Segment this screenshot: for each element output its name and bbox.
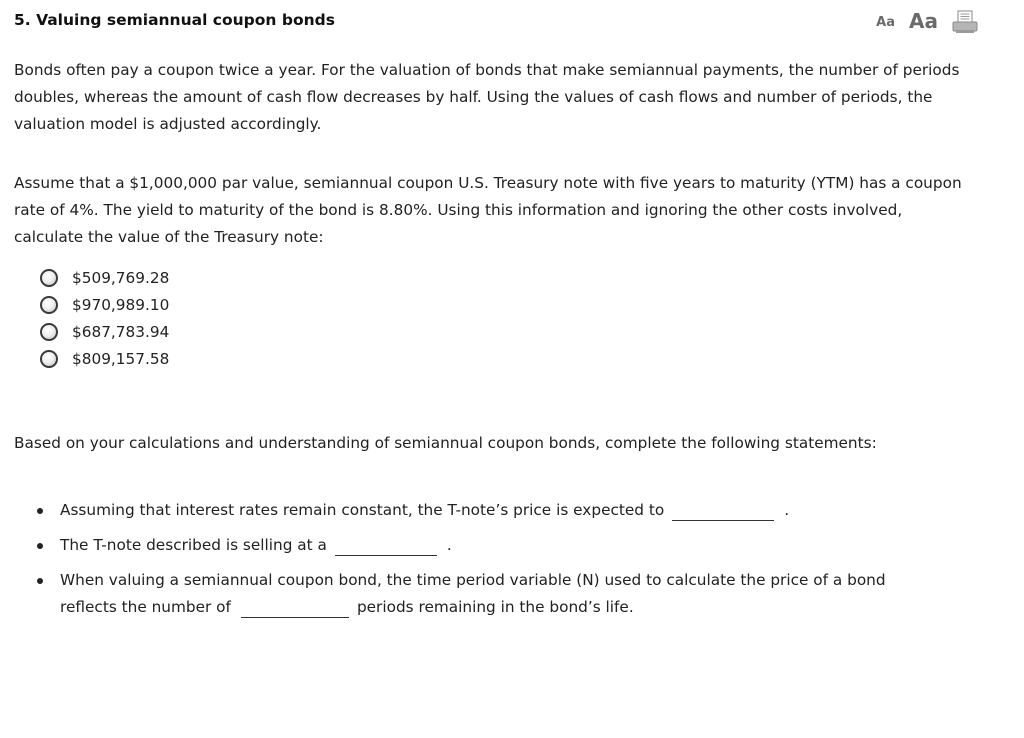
statement-list <box>36 497 996 621</box>
bullet-icon <box>37 508 43 514</box>
dropdown-blank-periods[interactable] <box>241 601 349 618</box>
statement-text: When valuing a semiannual coupon bond, the time period variable (N) used to calculate the price of a bond reflects the number of <box>60 571 886 616</box>
toolbar <box>876 8 978 34</box>
statement-text: The T-note described is selling at a <box>60 536 327 554</box>
option-1[interactable] <box>40 264 169 291</box>
statement-item-3 <box>36 567 890 621</box>
radio-button[interactable] <box>40 323 58 341</box>
dropdown-blank-selling-at[interactable] <box>335 539 437 556</box>
decrease-font-button[interactable]: Aa <box>876 15 896 30</box>
option-label: $970,989.10 <box>72 295 170 314</box>
intro-paragraph: Bonds often pay a coupon twice a year. For the valuation of bonds that make semiannual payments, the number of periods doubles, whereas the amount of cash flow decreases by half. Using the values of cash flows and number of periods, the valuation model is adjusted accordingly. <box>14 61 960 133</box>
statement-suffix: . <box>446 536 452 554</box>
option-label: $509,769.28 <box>72 268 170 287</box>
option-4[interactable] <box>40 345 169 372</box>
radio-button[interactable] <box>40 350 58 368</box>
print-icon[interactable] <box>952 10 978 34</box>
option-label: $809,157.58 <box>72 349 170 368</box>
statement-item-2 <box>36 532 996 559</box>
statement-suffix: . <box>784 501 790 519</box>
dropdown-blank-price-trend[interactable] <box>672 504 774 521</box>
increase-font-button[interactable]: Aa <box>909 9 938 33</box>
statement-item-1 <box>36 497 996 524</box>
statements-intro: Based on your calculations and understanding of semiannual coupon bonds, complete the following statements: <box>14 434 877 452</box>
bullet-icon <box>37 543 43 549</box>
bullet-icon <box>37 578 43 584</box>
radio-button[interactable] <box>40 269 58 287</box>
question-title: 5. Valuing semiannual coupon bonds <box>14 11 335 29</box>
question-paragraph: Assume that a $1,000,000 par value, semiannual coupon U.S. Treasury note with five years to maturity (YTM) has a coupon rate of 4%. The yield to maturity of the bond is 8.80%. Using this information and ignoring the other costs involved, calculate the value of the Treasury note: <box>14 174 962 246</box>
option-label: $687,783.94 <box>72 322 170 341</box>
radio-button[interactable] <box>40 296 58 314</box>
answer-options <box>40 264 169 372</box>
option-2[interactable] <box>40 291 169 318</box>
option-3[interactable] <box>40 318 169 345</box>
statement-text: Assuming that interest rates remain constant, the T-note’s price is expected to <box>60 501 665 519</box>
statement-suffix: periods remaining in the bond’s life. <box>356 598 634 616</box>
